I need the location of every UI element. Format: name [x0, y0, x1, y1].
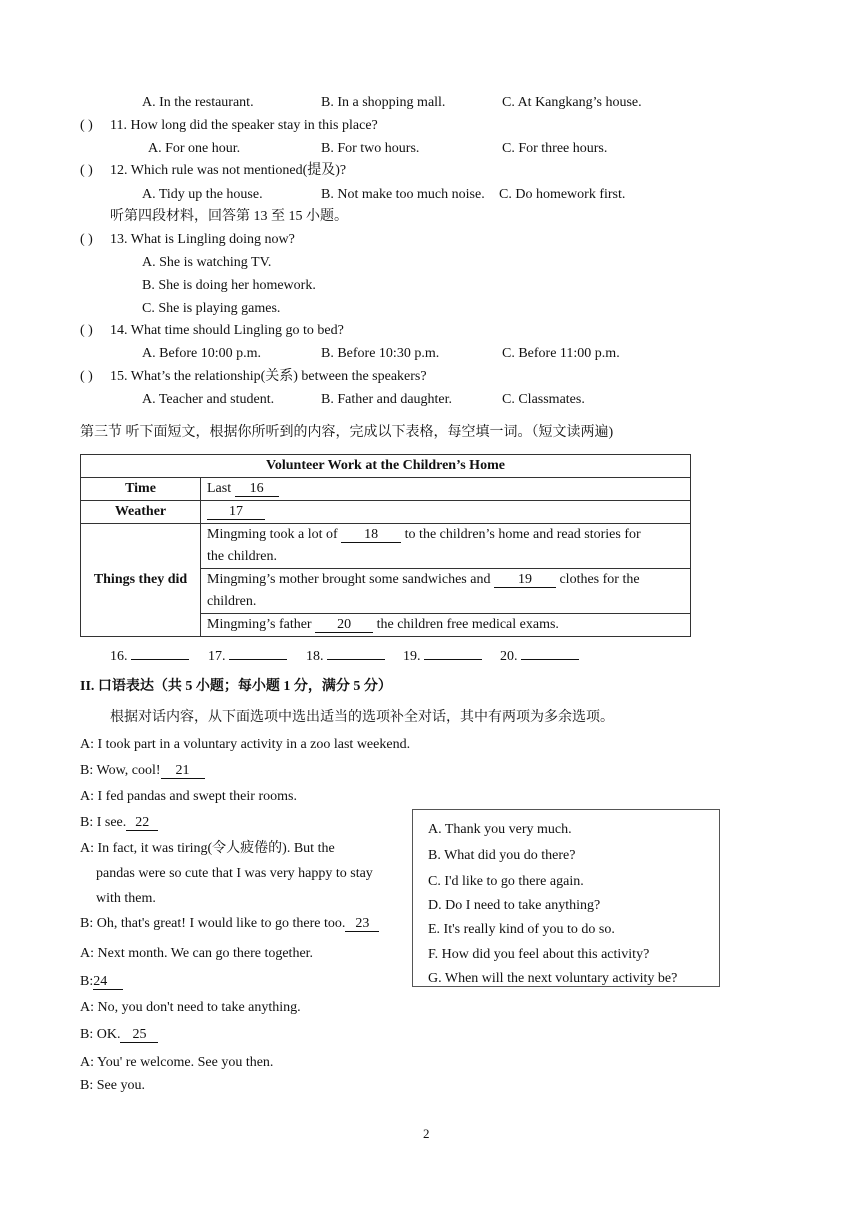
time-label: Time — [81, 478, 201, 501]
option-g: G. When will the next voluntary activity be? — [428, 971, 678, 986]
row1-text-pre: Mingming took a lot of — [207, 527, 338, 542]
answer-paren[interactable]: ( ) — [80, 118, 93, 133]
dialogue-line-6 — [80, 915, 379, 933]
answer-blank-18[interactable] — [306, 648, 385, 666]
dialogue-line-7: A: Next month. We can go there together. — [80, 946, 314, 961]
answer-blank-17[interactable] — [208, 648, 287, 666]
option-c: C. Do homework first. — [499, 187, 626, 202]
line-text: B: OK. — [80, 1027, 121, 1042]
blank-21[interactable]: 21 — [161, 763, 205, 779]
row1-text-post: to the children’s home and read stories for — [404, 527, 641, 542]
option-a: A. Thank you very much. — [428, 822, 572, 837]
blank-20[interactable]: 20 — [315, 617, 373, 633]
q10-option-b: B. In a shopping mall. — [321, 95, 446, 110]
time-cell — [201, 478, 691, 501]
things-row-1 — [201, 524, 691, 569]
section-3-instruction: 第三节 听下面短文，根据你所听到的内容，完成以下表格，每空填一词。（短文读两遍) — [80, 425, 614, 440]
dialogue-line-5a: A: In fact, it was tiring(令人疲倦的). But the — [80, 841, 335, 856]
option-b: B. Not make too much noise. — [321, 187, 485, 202]
blank-25[interactable]: 25 — [120, 1027, 158, 1043]
question-stem: 15. What’s the relationship(关系) between the speakers? — [110, 369, 427, 384]
things-label: Things they did — [81, 524, 201, 637]
option-a: A. For one hour. — [148, 141, 241, 156]
blank-22[interactable]: 22 — [126, 815, 158, 831]
question-stem: 14. What time should Lingling go to bed? — [110, 323, 344, 338]
answer-line[interactable] — [424, 659, 482, 660]
option-c: C. For three hours. — [502, 141, 608, 156]
answer-line[interactable] — [521, 659, 579, 660]
option-d: D. Do I need to take anything? — [428, 898, 601, 913]
dialogue-line-5b: pandas were so cute that I was very happy to stay — [96, 866, 373, 881]
option-b: B. She is doing her homework. — [142, 278, 316, 293]
answer-number: 20. — [500, 649, 518, 664]
question-stem: 13. What is Lingling doing now? — [110, 232, 295, 247]
row3-text-pre: Mingming’s father — [207, 617, 312, 632]
dialogue-line-9: A: No, you don't need to take anything. — [80, 1000, 301, 1015]
option-a: A. Before 10:00 p.m. — [142, 346, 261, 361]
passage-4-instruction: 听第四段材料，回答第 13 至 15 小题。 — [110, 209, 348, 224]
option-b: B. Before 10:30 p.m. — [321, 346, 440, 361]
answer-number: 16. — [110, 649, 128, 664]
row2-text-cont: children. — [207, 594, 257, 609]
row2-text-pre: Mingming’s mother brought some sandwiches and — [207, 572, 491, 587]
volunteer-table — [80, 454, 691, 637]
answer-line[interactable] — [327, 659, 385, 660]
q10-option-c: C. At Kangkang’s house. — [502, 95, 642, 110]
option-e: E. It's really kind of you to do so. — [428, 922, 615, 937]
dialogue-line-8 — [80, 973, 123, 991]
option-b: B. What did you do there? — [428, 848, 576, 863]
page-number: 2 — [423, 1126, 430, 1141]
answer-line[interactable] — [131, 659, 189, 660]
option-a: A. She is watching TV. — [142, 255, 272, 270]
line-text: B: I see. — [80, 815, 127, 830]
dialogue-line-10 — [80, 1026, 158, 1044]
dialogue-line-11: A: You' re welcome. See you then. — [80, 1055, 274, 1070]
answer-blank-16[interactable] — [110, 648, 189, 666]
dialogue-line-1: A: I took part in a voluntary activity in a zoo last weekend. — [80, 737, 411, 752]
answer-blank-20[interactable] — [500, 648, 579, 666]
row3-text-post: the children free medical exams. — [376, 617, 559, 632]
option-a: A. Teacher and student. — [142, 392, 275, 407]
option-c: C. Classmates. — [502, 392, 585, 407]
things-row-2 — [201, 569, 691, 614]
dialogue-line-5c: with them. — [96, 891, 156, 906]
answer-blank-19[interactable] — [403, 648, 482, 666]
option-c: C. She is playing games. — [142, 301, 281, 316]
line-text: B: — [80, 974, 94, 989]
row1-text-cont: the children. — [207, 549, 277, 564]
answer-line[interactable] — [229, 659, 287, 660]
option-b: B. Father and daughter. — [321, 392, 453, 407]
blank-24[interactable]: 24 — [93, 974, 123, 990]
table-title: Volunteer Work at the Children’s Home — [81, 455, 691, 478]
blank-18[interactable]: 18 — [341, 527, 401, 543]
blank-23[interactable]: 23 — [345, 916, 379, 932]
weather-cell — [201, 501, 691, 524]
answer-paren[interactable]: ( ) — [80, 323, 93, 338]
q10-option-a: A. In the restaurant. — [142, 95, 254, 110]
option-f: F. How did you feel about this activity? — [428, 947, 650, 962]
blank-19[interactable]: 19 — [494, 572, 556, 588]
line-text: B: Oh, that's great! I would like to go there too. — [80, 916, 346, 931]
dialogue-line-12: B: See you. — [80, 1078, 145, 1093]
answer-number: 17. — [208, 649, 226, 664]
line-text: B: Wow, cool! — [80, 763, 161, 778]
answer-number: 18. — [306, 649, 324, 664]
option-b: B. For two hours. — [321, 141, 420, 156]
dialogue-line-2 — [80, 762, 205, 780]
option-c: C. Before 11:00 p.m. — [502, 346, 620, 361]
time-value: Last — [207, 481, 232, 496]
section-2-title: II. 口语表达（共 5 小题；每小题 1 分，满分 5 分） — [80, 679, 392, 694]
blank-17[interactable]: 17 — [207, 504, 265, 520]
option-box — [412, 809, 720, 987]
row2-text-post: clothes for the — [559, 572, 640, 587]
dialogue-line-4 — [80, 814, 158, 832]
weather-label: Weather — [81, 501, 201, 524]
things-row-3 — [201, 614, 691, 637]
answer-paren[interactable]: ( ) — [80, 369, 93, 384]
section-2-instruction: 根据对话内容，从下面选项中选出适当的选项补全对话，其中有两项为多余选项。 — [110, 710, 614, 725]
answer-paren[interactable]: ( ) — [80, 163, 93, 178]
question-stem: 11. How long did the speaker stay in this place? — [110, 118, 378, 133]
answer-paren[interactable]: ( ) — [80, 232, 93, 247]
dialogue-line-3: A: I fed pandas and swept their rooms. — [80, 789, 297, 804]
question-stem: 12. Which rule was not mentioned(提及)? — [110, 163, 347, 178]
blank-16[interactable]: 16 — [235, 481, 279, 497]
option-a: A. Tidy up the house. — [142, 187, 263, 202]
option-c: C. I'd like to go there again. — [428, 874, 584, 889]
answer-number: 19. — [403, 649, 421, 664]
